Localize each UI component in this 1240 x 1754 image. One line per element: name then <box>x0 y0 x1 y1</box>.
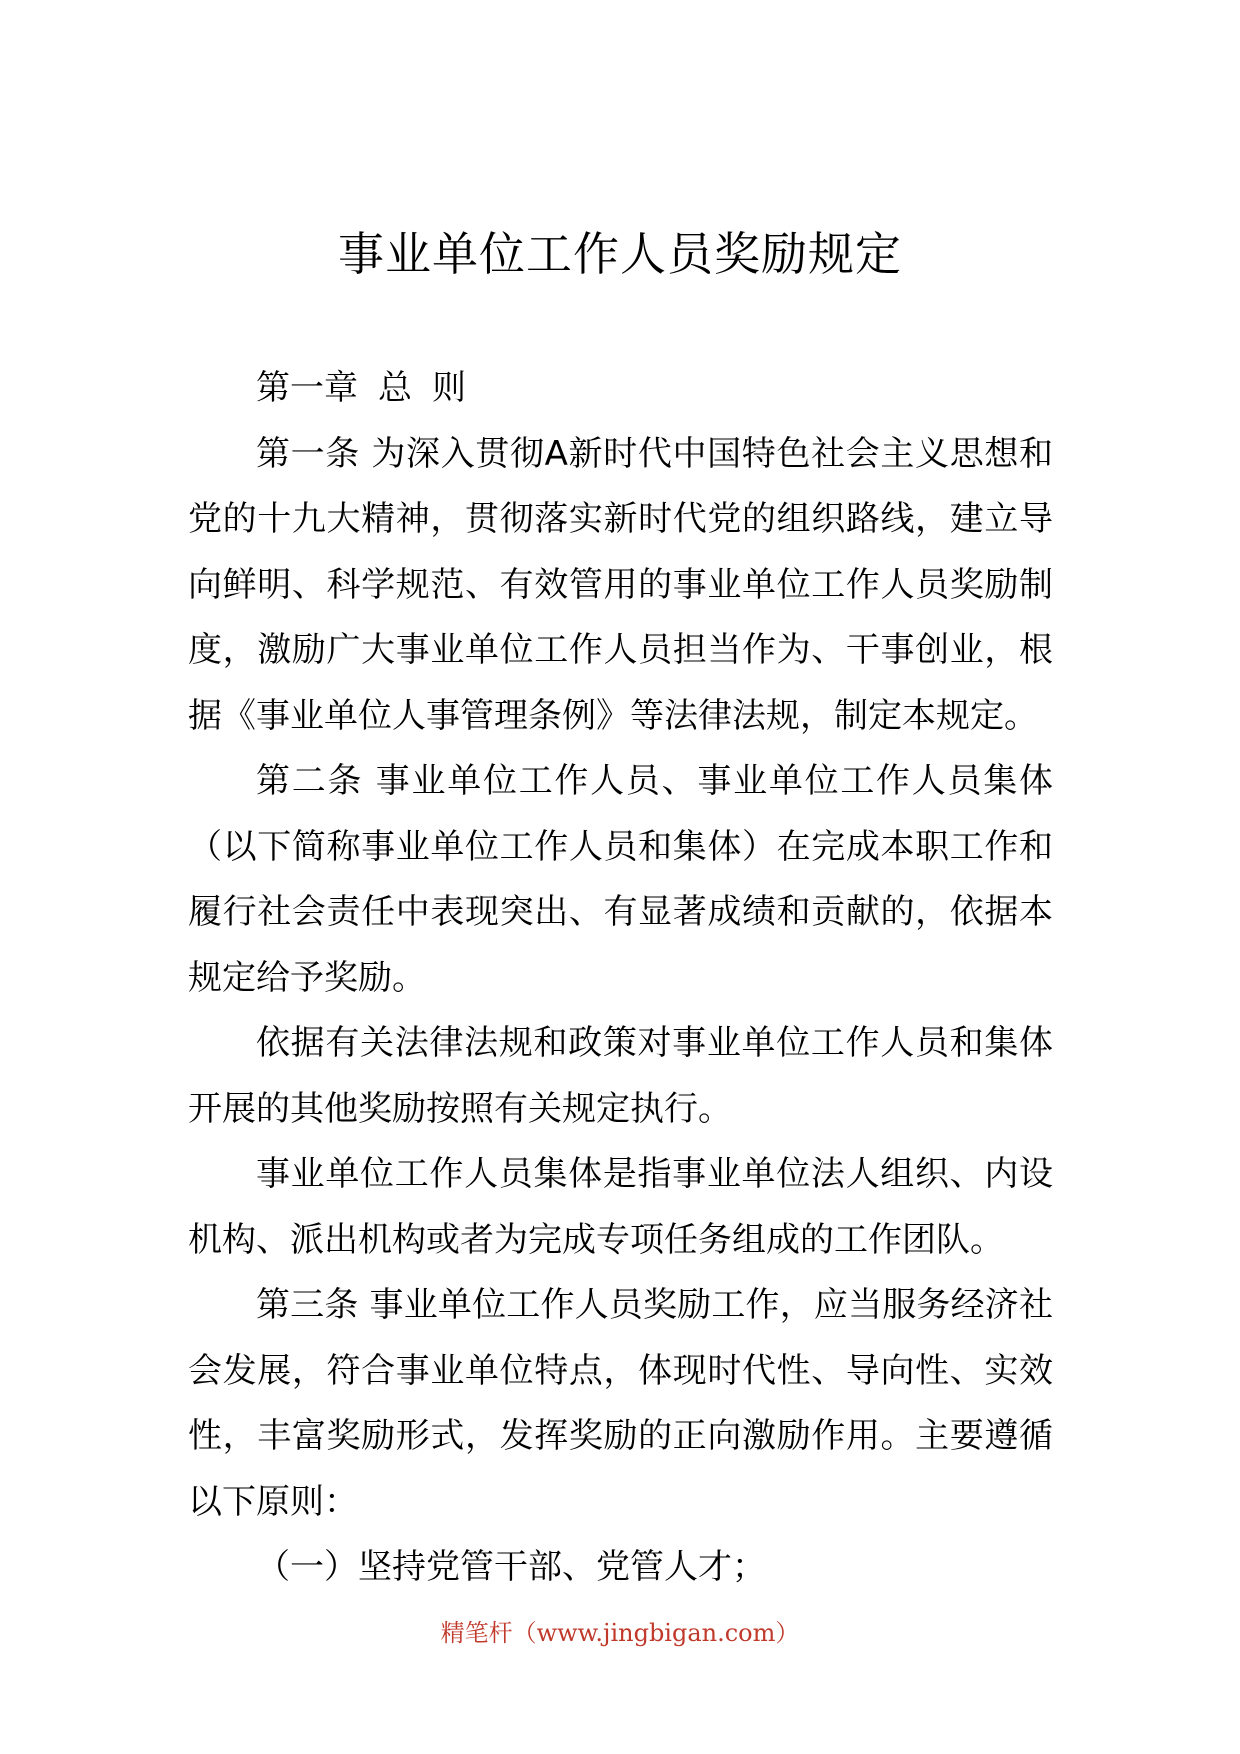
document-title: 事业单位工作人员奖励规定 <box>338 227 902 281</box>
article-1-paragraph: 第一条 为深入贯彻A新时代中国特色社会主义思想和党的十九大精神，贯彻落实新时代党的组织路线，建立导向鲜明、科学规范、有效管用的事业单位工作人员奖励制度，激励广大事业单位工作人员担当作为、干事创业，根据《事业单位人事管理条例》等法律法规，制定本规定。 <box>188 433 1053 736</box>
article-3-paragraph: 第三条 事业单位工作人员奖励工作，应当服务经济社会发展，符合事业单位特点，体现时代性、导向性、实效性，丰富奖励形式，发挥奖励的正向激励作用。主要遵循以下原则： <box>188 1285 1053 1522</box>
collective-definition-paragraph: 事业单位工作人员集体是指事业单位法人组织、内设机构、派出机构或者为完成专项任务组成的工作团队。 <box>188 1154 1053 1260</box>
article-2-paragraph: 第二条 事业单位工作人员、事业单位工作人员集体（以下简称事业单位工作人员和集体）在完成本职工作和履行社会责任中表现突出、有显著成绩和贡献的，依据本规定给予奖励。 <box>188 761 1053 998</box>
chapter-number: 第一章 <box>256 368 358 408</box>
article-2-supplement-paragraph: 依据有关法律法规和政策对事业单位工作人员和集体开展的其他奖励按照有关规定执行。 <box>188 1023 1053 1129</box>
chapter-name-part-2: 则 <box>432 368 466 408</box>
chapter-name-part-1: 总 <box>378 368 412 408</box>
chapter-heading <box>188 356 1053 422</box>
footer-watermark-text: 精笔杆（www.jingbigan.com） <box>440 1619 800 1647</box>
principle-item-1: （一）坚持党管干部、党管人才； <box>256 1547 766 1587</box>
document-body <box>188 356 1053 1601</box>
